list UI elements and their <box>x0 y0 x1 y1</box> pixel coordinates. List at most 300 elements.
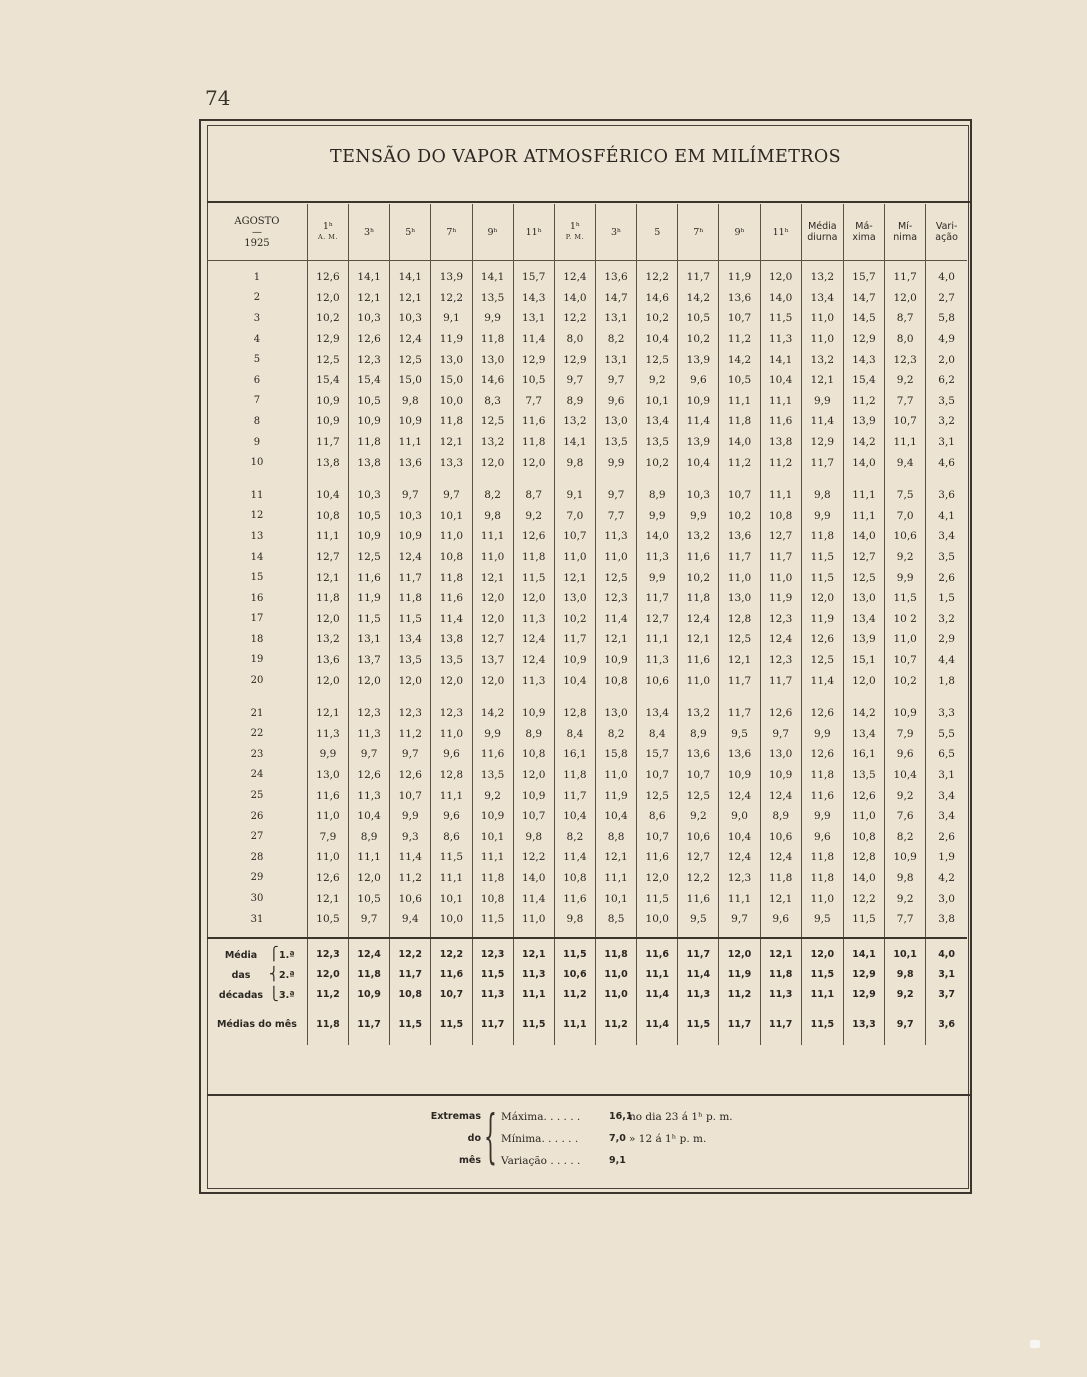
value-cell: 9,9 <box>595 452 636 473</box>
table-row <box>207 868 967 889</box>
value-cell: 3,4 <box>938 530 955 543</box>
day-cell: 23 <box>207 744 307 765</box>
value-cell: 5,5 <box>938 727 955 740</box>
value-cell: 10,3 <box>349 308 390 329</box>
value-cell: 12,1 <box>595 847 636 868</box>
header-col-sub: A. M. <box>317 233 338 241</box>
value-cell: 11,7 <box>637 588 678 609</box>
header-col-top: Vari- <box>935 221 958 232</box>
value-cell: 14,1 <box>390 261 431 288</box>
spacer-cell <box>595 691 636 703</box>
extremes-value: 16,1 <box>609 1111 633 1122</box>
value-cell: 11,7 <box>390 567 431 588</box>
value-cell: 12,8 <box>554 703 595 724</box>
value-cell: 10,1 <box>472 826 513 847</box>
value-cell: 11,1 <box>760 391 801 412</box>
header-col-top: Média <box>808 221 837 232</box>
monthly-mean-cell: 13,3 <box>843 1013 884 1035</box>
value-cell: 12,7 <box>472 629 513 650</box>
value-cell: 11,6 <box>678 650 719 671</box>
day-cell: 29 <box>207 868 307 889</box>
value-cell: 10,9 <box>885 847 926 868</box>
value-cell: 11,2 <box>390 723 431 744</box>
value-cell: 13,8 <box>307 452 348 473</box>
extremes-value: 7,0 <box>609 1133 626 1144</box>
value-cell: 10,9 <box>513 703 554 724</box>
value-cell: 10,4 <box>678 452 719 473</box>
value-cell: 12,4 <box>390 547 431 568</box>
value-cell: 9,9 <box>885 567 926 588</box>
table-row <box>207 349 967 370</box>
brace-glyph: ⎩ <box>269 986 279 1002</box>
value-cell: 12,4 <box>513 650 554 671</box>
value-cell: 5,8 <box>938 312 955 325</box>
value-cell: 7,7 <box>513 391 554 412</box>
spacer-cell <box>595 473 636 485</box>
decade-ordinal: 3.ª <box>279 989 295 1001</box>
value-cell: 10,8 <box>307 506 348 527</box>
value-cell: 14,3 <box>513 288 554 309</box>
decade-mean-cell: 11,5 <box>554 938 595 964</box>
value-cell: 11,7 <box>719 703 760 724</box>
decade-mean-cell: 11,5 <box>472 964 513 984</box>
value-cell: 2,6 <box>938 830 955 843</box>
value-cell: 11,5 <box>349 609 390 630</box>
spacer-cell <box>431 1004 472 1013</box>
value-cell: 13,0 <box>595 411 636 432</box>
decade-mean-cell: 9,2 <box>885 984 926 1004</box>
value-cell: 10,7 <box>513 806 554 827</box>
spacer-cell <box>926 473 967 485</box>
value-cell: 1,5 <box>938 592 955 605</box>
value-cell: 9,4 <box>885 452 926 473</box>
extremes-word: mês <box>459 1155 481 1166</box>
value-cell: 10,4 <box>554 806 595 827</box>
value-cell: 8,9 <box>513 723 554 744</box>
table-row <box>207 452 967 473</box>
decade-mean-cell: 10,6 <box>554 964 595 984</box>
value-cell: 12,7 <box>637 609 678 630</box>
value-cell: 11,9 <box>801 609 843 630</box>
page-number: 74 <box>205 86 231 110</box>
spacer-cell <box>554 691 595 703</box>
value-cell: 14,1 <box>472 261 513 288</box>
decade-mean-cell: 11,4 <box>678 964 719 984</box>
monthly-mean-cell: 11,5 <box>678 1013 719 1035</box>
spacer-cell <box>307 1004 348 1013</box>
decade-mean-cell: 12,4 <box>349 938 390 964</box>
value-cell: 11,2 <box>843 391 884 412</box>
spacer-cell <box>307 1035 348 1045</box>
value-cell: 11,2 <box>719 329 760 350</box>
spacer-cell <box>390 1004 431 1013</box>
header-col <box>595 204 636 261</box>
monthly-mean-cell: 11,2 <box>595 1013 636 1035</box>
value-cell: 9,9 <box>390 806 431 827</box>
value-cell: 14,2 <box>843 703 884 724</box>
value-cell: 9,2 <box>885 888 926 909</box>
extremes-label: Variação . . . . . <box>501 1155 581 1167</box>
decade-mean-cell: 11,1 <box>801 984 843 1004</box>
value-cell: 12,5 <box>307 349 348 370</box>
table-row <box>207 547 967 568</box>
table-row <box>207 288 967 309</box>
value-cell: 11,0 <box>595 765 636 786</box>
value-cell: 11,0 <box>801 329 843 350</box>
header-col-top: 1ʰ <box>569 221 580 232</box>
decade-mean-cell: 12,2 <box>431 938 472 964</box>
value-cell: 12,6 <box>390 765 431 786</box>
value-cell: 12,5 <box>719 629 760 650</box>
value-cell: 3,4 <box>938 810 955 823</box>
value-cell: 12,0 <box>843 670 884 691</box>
value-cell: 10,9 <box>554 650 595 671</box>
value-cell: 12,6 <box>760 703 801 724</box>
header-col-top: 3ʰ <box>610 226 622 238</box>
header-col-sub: P. M. <box>565 233 585 241</box>
value-cell: 4,9 <box>938 333 955 346</box>
header-col <box>926 204 967 261</box>
value-cell: 10,9 <box>760 765 801 786</box>
value-cell: 11,6 <box>678 547 719 568</box>
header-col-top: 9ʰ <box>734 226 745 238</box>
value-cell: 11,4 <box>554 847 595 868</box>
value-cell: 2,7 <box>938 291 955 304</box>
value-cell: 9,7 <box>349 744 390 765</box>
decade-word: décadas <box>218 989 264 1001</box>
value-cell: 11,3 <box>307 723 348 744</box>
value-cell: 14,1 <box>760 349 801 370</box>
spacer-cell <box>719 1035 760 1045</box>
title-rule <box>207 201 970 203</box>
value-cell: 3,5 <box>938 394 955 407</box>
table-row <box>207 432 967 453</box>
day-cell: 4 <box>207 329 307 350</box>
header-col-sub: xima <box>852 232 876 243</box>
value-cell: 11,1 <box>760 485 801 506</box>
value-cell: 10,4 <box>637 329 678 350</box>
value-cell: 13,1 <box>595 349 636 370</box>
spacer-cell <box>678 473 719 485</box>
decade-mean-cell: 12,1 <box>760 938 801 964</box>
value-cell: 13,6 <box>390 452 431 473</box>
monthly-mean-cell: 11,5 <box>431 1013 472 1035</box>
value-cell: 9,9 <box>801 391 843 412</box>
value-cell: 13,0 <box>307 765 348 786</box>
day-cell: 10 <box>207 452 307 473</box>
spacer-cell <box>431 473 472 485</box>
value-cell: 7,9 <box>307 826 348 847</box>
table-row <box>207 785 967 806</box>
value-cell: 10,5 <box>349 888 390 909</box>
spacer-cell <box>513 1035 554 1045</box>
value-cell: 11,4 <box>801 411 843 432</box>
value-cell: 11,5 <box>885 588 926 609</box>
value-cell: 14,6 <box>637 288 678 309</box>
spacer-cell <box>307 691 348 703</box>
value-cell: 11,8 <box>801 526 843 547</box>
value-cell: 9,2 <box>637 370 678 391</box>
decade-mean-cell: 9,8 <box>885 964 926 984</box>
value-cell: 11,9 <box>760 588 801 609</box>
value-cell: 12,6 <box>513 526 554 547</box>
day-cell: 19 <box>207 650 307 671</box>
value-cell: 12,7 <box>678 847 719 868</box>
spacer-cell <box>595 1035 636 1045</box>
value-cell: 11,7 <box>554 629 595 650</box>
value-cell: 13,4 <box>843 723 884 744</box>
header-col-sub: ação <box>935 232 958 243</box>
value-cell: 3,1 <box>938 768 955 781</box>
value-cell: 11,4 <box>801 670 843 691</box>
table-row <box>207 329 967 350</box>
spacer-cell <box>349 473 390 485</box>
value-cell: 13,6 <box>307 650 348 671</box>
value-cell: 14,0 <box>637 526 678 547</box>
value-cell: 11,6 <box>678 888 719 909</box>
value-cell: 10,6 <box>637 670 678 691</box>
value-cell: 11,3 <box>349 723 390 744</box>
spacer-cell <box>390 691 431 703</box>
value-cell: 10 2 <box>885 609 926 630</box>
value-cell: 12,4 <box>760 785 801 806</box>
value-cell: 11,2 <box>390 868 431 889</box>
spacer-cell <box>926 1035 967 1045</box>
decade-mean-cell: 11,8 <box>349 964 390 984</box>
value-cell: 4,2 <box>938 871 955 884</box>
value-cell: 11,0 <box>678 670 719 691</box>
value-cell: 11,1 <box>637 629 678 650</box>
decade-mean-cell: 12,0 <box>307 964 348 984</box>
value-cell: 9,8 <box>885 868 926 889</box>
spacer-cell <box>637 473 678 485</box>
monthly-mean-cell: 11,5 <box>801 1013 843 1035</box>
value-cell: 9,8 <box>554 452 595 473</box>
monthly-mean-cell: 11,7 <box>472 1013 513 1035</box>
decade-mean-cell: 11,1 <box>637 964 678 984</box>
spacer-cell <box>801 1004 843 1013</box>
decade-mean-row <box>207 984 967 1004</box>
value-cell: 14,0 <box>554 288 595 309</box>
decade-mean-cell: 11,2 <box>719 984 760 1004</box>
value-cell: 10,5 <box>349 506 390 527</box>
value-cell: 12,3 <box>719 868 760 889</box>
spacer-cell <box>431 691 472 703</box>
value-cell: 2,9 <box>938 633 955 646</box>
value-cell: 12,5 <box>390 349 431 370</box>
value-cell: 11,7 <box>719 670 760 691</box>
value-cell: 11,6 <box>801 785 843 806</box>
value-cell: 9,2 <box>472 785 513 806</box>
value-cell: 11,8 <box>801 847 843 868</box>
value-cell: 10,9 <box>307 411 348 432</box>
value-cell: 11,7 <box>554 785 595 806</box>
value-cell: 11,4 <box>513 329 554 350</box>
value-cell: 10,8 <box>843 826 884 847</box>
value-cell: 9,1 <box>554 485 595 506</box>
decade-mean-cell: 11,1 <box>513 984 554 1004</box>
monthly-mean-cell: 11,4 <box>637 1013 678 1035</box>
value-cell: 13,0 <box>719 588 760 609</box>
spacer-cell <box>472 1035 513 1045</box>
decade-mean-cell: 14,1 <box>843 938 884 964</box>
value-cell: 14,0 <box>513 868 554 889</box>
value-cell: 13,0 <box>472 349 513 370</box>
spacer-cell <box>885 1004 926 1013</box>
value-cell: 10,7 <box>885 411 926 432</box>
value-cell: 11,8 <box>472 329 513 350</box>
value-cell: 11,6 <box>431 588 472 609</box>
table-row <box>207 888 967 909</box>
header-col-top: Má- <box>855 221 873 232</box>
value-cell: 14,0 <box>843 526 884 547</box>
value-cell: 11,8 <box>554 765 595 786</box>
value-cell: 10,9 <box>595 650 636 671</box>
value-cell: 13,4 <box>390 629 431 650</box>
day-cell: 12 <box>207 506 307 527</box>
day-cell: 15 <box>207 567 307 588</box>
value-cell: 8,7 <box>513 485 554 506</box>
table-row <box>207 308 967 329</box>
value-cell: 13,6 <box>719 526 760 547</box>
decade-mean-cell: 11,3 <box>760 984 801 1004</box>
value-cell: 13,7 <box>472 650 513 671</box>
value-cell: 12,0 <box>390 670 431 691</box>
value-cell: 9,6 <box>431 806 472 827</box>
value-cell: 13,2 <box>472 432 513 453</box>
value-cell: 11,0 <box>431 723 472 744</box>
table-frame <box>199 119 972 1194</box>
day-cell: 8 <box>207 411 307 432</box>
value-cell: 12,1 <box>554 567 595 588</box>
value-cell: 9,0 <box>719 806 760 827</box>
value-cell: 12,3 <box>760 609 801 630</box>
value-cell: 12,0 <box>472 609 513 630</box>
value-cell: 12,0 <box>885 288 926 309</box>
value-cell: 10,9 <box>885 703 926 724</box>
value-cell: 3,3 <box>938 707 955 720</box>
decade-mean-cell: 11,9 <box>719 964 760 984</box>
value-cell: 2,0 <box>938 353 955 366</box>
spacer-cell <box>390 473 431 485</box>
table-title: TENSÃO DO VAPOR ATMOSFÉRICO EM MILÍMETROS <box>330 147 841 167</box>
value-cell: 15,0 <box>390 370 431 391</box>
header-row <box>207 204 967 261</box>
spacer-cell <box>390 1035 431 1045</box>
value-cell: 7,7 <box>885 909 926 939</box>
spacer-cell <box>207 473 307 485</box>
spacer-cell <box>513 1004 554 1013</box>
value-cell: 11,0 <box>431 526 472 547</box>
table-row <box>207 723 967 744</box>
table-row <box>207 765 967 786</box>
monthly-mean-cell: 11,5 <box>390 1013 431 1035</box>
value-cell: 10,9 <box>349 411 390 432</box>
value-cell: 12,6 <box>801 629 843 650</box>
value-cell: 15,1 <box>843 650 884 671</box>
decade-mean-cell: 11,8 <box>760 964 801 984</box>
value-cell: 10,1 <box>431 888 472 909</box>
decade-mean-cell: 11,6 <box>431 964 472 984</box>
value-cell: 9,9 <box>678 506 719 527</box>
value-cell: 10,9 <box>307 391 348 412</box>
value-cell: 12,5 <box>349 547 390 568</box>
value-cell: 9,5 <box>801 909 843 939</box>
table-row <box>207 526 967 547</box>
spacer-cell <box>843 1035 884 1045</box>
bottom-rule <box>207 1094 970 1096</box>
value-cell: 12,6 <box>801 744 843 765</box>
value-cell: 9,2 <box>885 547 926 568</box>
value-cell: 8,2 <box>472 485 513 506</box>
decade-mean-cell: 11,6 <box>637 938 678 964</box>
value-cell: 8,2 <box>595 723 636 744</box>
value-cell: 15,4 <box>843 370 884 391</box>
value-cell: 12,5 <box>637 349 678 370</box>
extremes-label: Mínima. . . . . . <box>501 1133 579 1145</box>
value-cell: 3,8 <box>938 913 955 926</box>
value-cell: 11,6 <box>637 847 678 868</box>
value-cell: 9,7 <box>760 723 801 744</box>
value-cell: 11,1 <box>307 526 348 547</box>
day-cell: 18 <box>207 629 307 650</box>
value-cell: 12,9 <box>801 432 843 453</box>
table-row <box>207 670 967 691</box>
decade-mean-label <box>207 964 307 984</box>
value-cell: 12,9 <box>554 349 595 370</box>
value-cell: 10,6 <box>885 526 926 547</box>
value-cell: 11,5 <box>843 909 884 939</box>
value-cell: 10,4 <box>885 765 926 786</box>
decade-mean-cell: 12,2 <box>390 938 431 964</box>
value-cell: 10,7 <box>554 526 595 547</box>
spacer-cell <box>801 1035 843 1045</box>
value-cell: 14,0 <box>843 868 884 889</box>
value-cell: 10,6 <box>760 826 801 847</box>
value-cell: 14,6 <box>472 370 513 391</box>
value-cell: 8,4 <box>637 723 678 744</box>
spacer-cell <box>678 1004 719 1013</box>
value-cell: 1,8 <box>938 674 955 687</box>
value-cell: 9,9 <box>801 506 843 527</box>
value-cell: 11,8 <box>472 868 513 889</box>
value-cell: 3,2 <box>938 415 955 428</box>
value-cell: 7,5 <box>885 485 926 506</box>
header-col <box>349 204 390 261</box>
header-col-top: 1ʰ <box>322 221 334 232</box>
spacer-cell <box>207 691 307 703</box>
value-cell: 1,9 <box>938 851 955 864</box>
value-cell: 12,1 <box>472 567 513 588</box>
value-cell: 12,8 <box>431 765 472 786</box>
spacer-cell <box>843 691 884 703</box>
value-cell: 10,2 <box>719 506 760 527</box>
value-cell: 12,4 <box>513 629 554 650</box>
decade-mean-cell: 12,9 <box>843 984 884 1004</box>
value-cell: 13,1 <box>595 308 636 329</box>
value-cell: 13,4 <box>637 703 678 724</box>
value-cell: 11,0 <box>801 308 843 329</box>
day-cell: 22 <box>207 723 307 744</box>
value-cell: 12,0 <box>307 670 348 691</box>
value-cell: 12,0 <box>637 868 678 889</box>
value-cell: 10,9 <box>390 526 431 547</box>
value-cell: 11,0 <box>801 888 843 909</box>
value-cell: 11,3 <box>349 785 390 806</box>
value-cell: 9,2 <box>513 506 554 527</box>
value-cell: 8,0 <box>554 329 595 350</box>
header-col <box>678 204 719 261</box>
